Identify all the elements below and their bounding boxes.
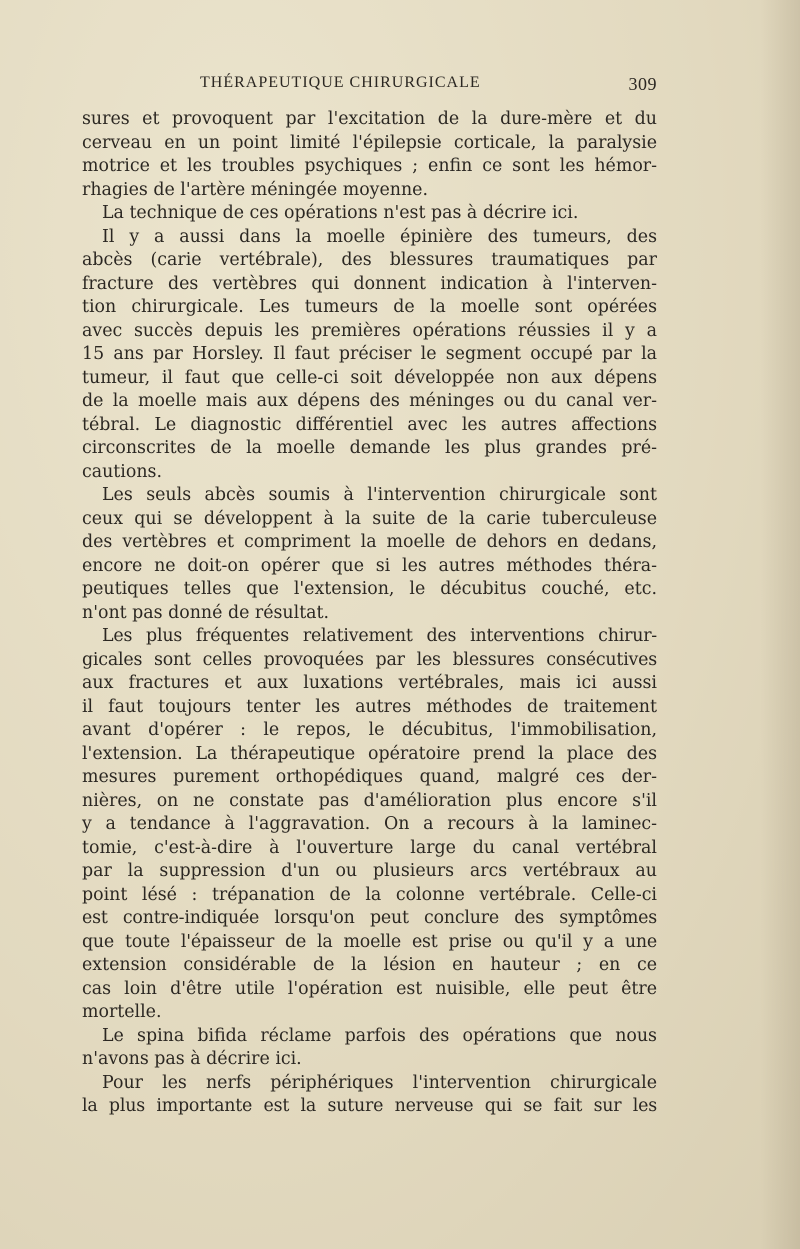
text-line: avant d'opérer : le repos, le décubitus, l'immobilisation, <box>82 720 657 740</box>
text-line: encore ne doit-on opérer que si les autres méthodes théra- <box>82 555 657 576</box>
text-line: circonscrites de la moelle demande les plus grandes pré- <box>82 438 657 458</box>
text-line: rhagies de l'artère méningée moyenne. <box>82 179 428 200</box>
text-line: peutiques telles que l'extension, le décubitus couché, etc. <box>82 579 657 599</box>
text-line: sures et provoquent par l'excitation de la dure-mère et du <box>82 109 657 129</box>
text-line: cas loin d'être utile l'opération est nuisible, elle peut être <box>82 978 657 999</box>
text-line: y a tendance à l'aggravation. On a recours à la laminec- <box>82 814 657 834</box>
text-line: Il y a aussi dans la moelle épinière des tumeurs, des <box>102 226 657 247</box>
text-line: ceux qui se développent à la suite de la carie tuberculeuse <box>82 508 657 529</box>
text-line: abcès (carie vertébrale), des blessures traumatiques par <box>82 250 657 270</box>
text-line: mesures purement orthopédiques quand, malgré ces der- <box>82 767 657 787</box>
text-line: fracture des vertèbres qui donnent indication à l'interven- <box>82 273 657 294</box>
text-line: 15 ans par Horsley. Il faut préciser le segment occupé par la <box>82 344 657 364</box>
text-line: tion chirurgicale. Les tumeurs de la moelle sont opérées <box>82 297 657 317</box>
text-line: La technique de ces opérations n'est pas à décrire ici. <box>102 203 579 223</box>
text-line: Le spina bifida réclame parfois des opérations que nous <box>102 1025 657 1046</box>
text-line: par la suppression d'un ou plusieurs arcs vertébraux au <box>82 861 657 881</box>
text-line: Pour les nerfs périphériques l'intervention chirurgicale <box>102 1072 657 1093</box>
text-line: la plus importante est la suture nerveuse qui se fait sur les <box>82 1096 657 1116</box>
text-line: n'ont pas donné de résultat. <box>82 602 330 623</box>
page-edge-shadow <box>760 0 800 1249</box>
text-line: n'avons pas à décrire ici. <box>82 1049 302 1069</box>
page-number: 309 <box>628 74 657 94</box>
page-header <box>82 74 657 96</box>
text-line: des vertèbres et compriment la moelle de dehors en dedans, <box>82 532 657 552</box>
text-line: avec succès depuis les premières opérations réussies il y a <box>82 320 657 341</box>
text-line: motrice et les troubles psychiques ; enfin ce sont les hémor- <box>82 156 657 176</box>
text-line: cerveau en un point limité l'épilepsie corticale, la paralysie <box>82 132 657 153</box>
text-line: point lésé : trépanation de la colonne vertébrale. Celle-ci <box>82 884 657 905</box>
text-line: extension considérable de la lésion en hauteur ; en ce <box>82 955 657 975</box>
text-line: tébral. Le diagnostic différentiel avec les autres affections <box>82 414 657 435</box>
text-line: l'extension. La thérapeutique opératoire prend la place des <box>82 743 657 764</box>
text-line: Les seuls abcès soumis à l'intervention chirurgicale sont <box>102 485 657 505</box>
text-line: il faut toujours tenter les autres méthodes de traitement <box>82 696 657 717</box>
text-line: est contre-indiquée lorsqu'on peut conclure des symptômes <box>82 908 657 928</box>
text-line: tumeur, il faut que celle-ci soit développée non aux dépens <box>82 367 657 388</box>
text-line: Les plus fréquentes relativement des interventions chirur- <box>102 626 657 646</box>
text-line: nières, on ne constate pas d'amélioration plus encore s'il <box>82 790 657 811</box>
body-text <box>82 108 657 1119</box>
text-line: que toute l'épaisseur de la moelle est prise ou qu'il y a une <box>82 931 657 952</box>
text-line: gicales sont celles provoquées par les blessures consécutives <box>82 649 657 670</box>
text-line: aux fractures et aux luxations vertébrales, mais ici aussi <box>82 673 657 693</box>
text-line: cautions. <box>82 461 162 482</box>
text-line: mortelle. <box>82 1002 162 1022</box>
text-line: tomie, c'est-à-dire à l'ouverture large du canal vertébral <box>82 837 657 858</box>
running-title: THÉRAPEUTIQUE CHIRURGICALE <box>200 74 481 91</box>
text-line: de la moelle mais aux dépens des méninges ou du canal ver- <box>82 391 657 411</box>
